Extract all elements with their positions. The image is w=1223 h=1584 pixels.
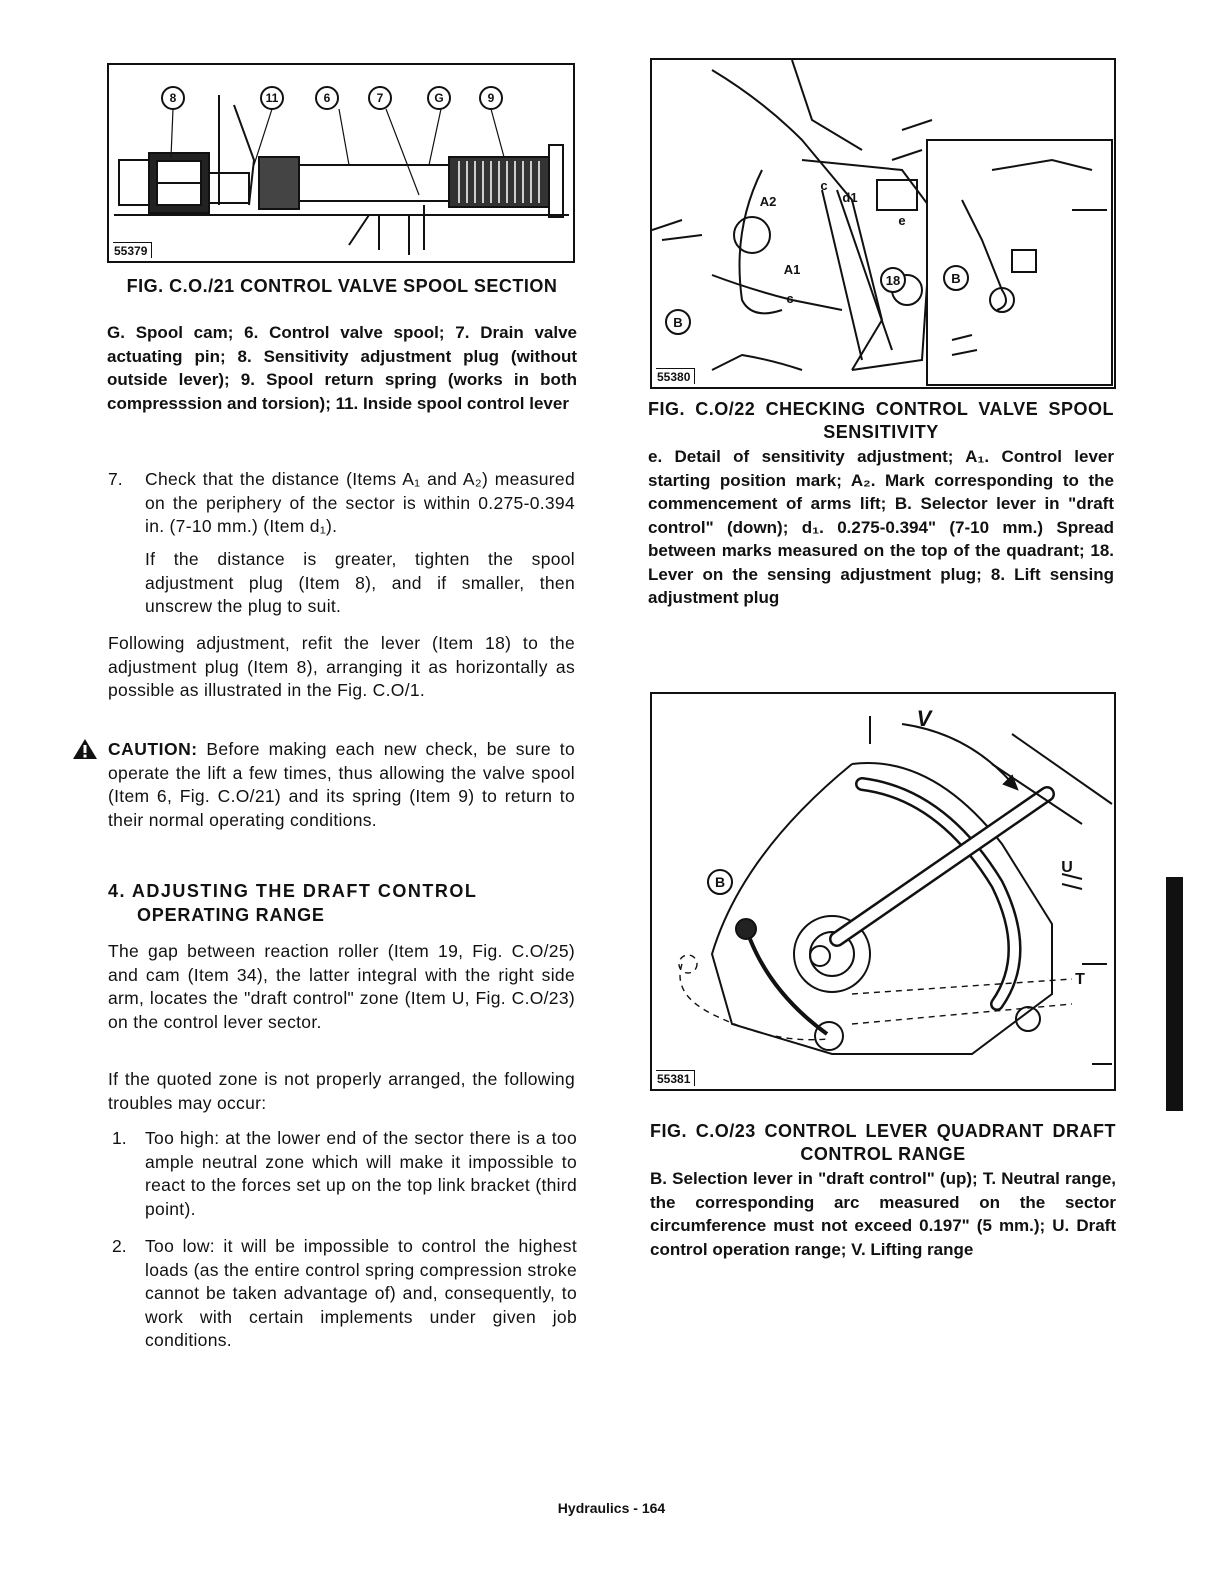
- svg-text:11: 11: [265, 91, 279, 105]
- svg-text:A2: A2: [759, 194, 777, 209]
- fig21-title: FIG. C.O./21 CONTROL VALVE SPOOL SECTION: [126, 276, 558, 296]
- section-4-heading-line2: OPERATING RANGE: [137, 905, 325, 925]
- list-item-1-text: Too high: at the lower end of the sector there is a too ample neutral zone which will make it impossible to react to the forces set up on the top link bracket (third point).: [145, 1128, 577, 1219]
- fig22-title: FIG. C.O/22 CHECKING CONTROL VALVE SPOOL SENSITIVITY: [648, 399, 1114, 442]
- fig23-title: FIG. C.O/23 CONTROL LEVER QUADRANT DRAFT CONTROL RANGE: [650, 1121, 1116, 1164]
- sensitivity-check-drawing: [652, 60, 1114, 387]
- step-7-sub: If the distance is greater, tighten the spool adjustment plug (Item 8), and if smaller, then unscrew the plug to suit.: [145, 549, 575, 616]
- warning-icon: [72, 738, 98, 760]
- svg-text:U: U: [1061, 859, 1073, 876]
- svg-text:B: B: [673, 315, 683, 330]
- svg-text:V: V: [916, 706, 932, 731]
- quadrant-drawing: [652, 694, 1114, 1089]
- caution-label: CAUTION:: [108, 739, 198, 759]
- fig23-caption: B. Selection lever in "draft control" (up); T. Neutral range, the corresponding arc measured on the sector circumference must not exceed 0.197" (5 mm.); U. Draft control operation range; V. Lifting range: [650, 1169, 1116, 1259]
- caution-paragraph: [108, 738, 575, 832]
- svg-text:6: 6: [323, 91, 331, 105]
- figure-number: 55380: [656, 368, 695, 384]
- section-tab-marker: [1166, 877, 1183, 1111]
- svg-text:d1: d1: [842, 190, 858, 205]
- fig21-caption: G. Spool cam; 6. Control valve spool; 7. Drain valve actuating pin; 8. Sensitivity adjustment plug (without outside lever); 9. Spool return spring (works in both compresssion and torsion); 11. Inside spool control lever: [107, 323, 577, 413]
- following-paragraph: Following adjustment, refit the lever (Item 18) to the adjustment plug (Item 8), arranging it as horizontally as possible as illustrated in the Fig. C.O/1.: [108, 633, 575, 700]
- list-item-2-text: Too low: it will be impossible to control the highest loads (as the entire control spring compression stroke cannot be taken advantage of) and, consequently, to work with certain implements under given job conditions.: [145, 1236, 577, 1350]
- spool-section-drawing: [109, 65, 573, 261]
- caution-text: Before making each new check, be sure to operate the lift a few times, thus allowing the valve spool (Item 6, Fig. C.O/21) and its spring (Item 9) to return to their normal operating conditions.: [108, 739, 575, 830]
- figure-checking-spool-sensitivity: [650, 58, 1116, 389]
- svg-text:A1: A1: [783, 262, 801, 277]
- fig22-caption: e. Detail of sensitivity adjustment; A₁. Control lever starting position mark; A₂. Mark corresponding to the commencement of arms lift; B. Selector lever in "draft control" (down); d₁. 0.275-0.394" (7-10 mm.) Spread between marks measured on the top of the quadrant; 18. Lever on the sensing adjustment plug; 8. Lift sensing adjustment plug: [648, 447, 1114, 607]
- svg-text:18: 18: [885, 273, 901, 288]
- figure-control-valve-spool-section: [107, 63, 575, 263]
- figure-number: 55381: [656, 1070, 695, 1086]
- figure-lever-quadrant: [650, 692, 1116, 1091]
- figure-number: 55379: [113, 242, 152, 258]
- section-4-paragraph-1: The gap between reaction roller (Item 19, Fig. C.O/25) and cam (Item 34), the latter integral with the right side arm, locates the "draft control" zone (Item U, Fig. C.O/23) on the control lever sector.: [108, 941, 575, 1032]
- svg-text:9: 9: [487, 91, 495, 105]
- page-footer: Hydraulics - 164: [557, 1500, 666, 1516]
- section-4-paragraph-2: If the quoted zone is not properly arranged, the following troubles may occur:: [108, 1069, 575, 1113]
- svg-text:G: G: [434, 91, 444, 105]
- svg-text:T: T: [1075, 971, 1085, 988]
- svg-text:B: B: [951, 271, 961, 286]
- svg-text:7: 7: [376, 91, 384, 105]
- svg-text:8: 8: [169, 91, 177, 105]
- svg-text:B: B: [714, 874, 726, 890]
- list-item-1-number: 1.: [112, 1128, 127, 1148]
- step-7-number: 7.: [108, 469, 123, 489]
- svg-text:c: c: [820, 178, 828, 193]
- svg-text:e: e: [898, 213, 906, 228]
- step-7-text: Check that the distance (Items A₁ and A₂) measured on the periphery of the sector is within 0.275-0.394 in. (7-10 mm.) (Item d₁).: [145, 469, 575, 536]
- section-4-heading: 4. ADJUSTING THE DRAFT CONTROL: [108, 881, 478, 901]
- svg-text:c: c: [786, 291, 794, 306]
- list-item-2-number: 2.: [112, 1236, 127, 1256]
